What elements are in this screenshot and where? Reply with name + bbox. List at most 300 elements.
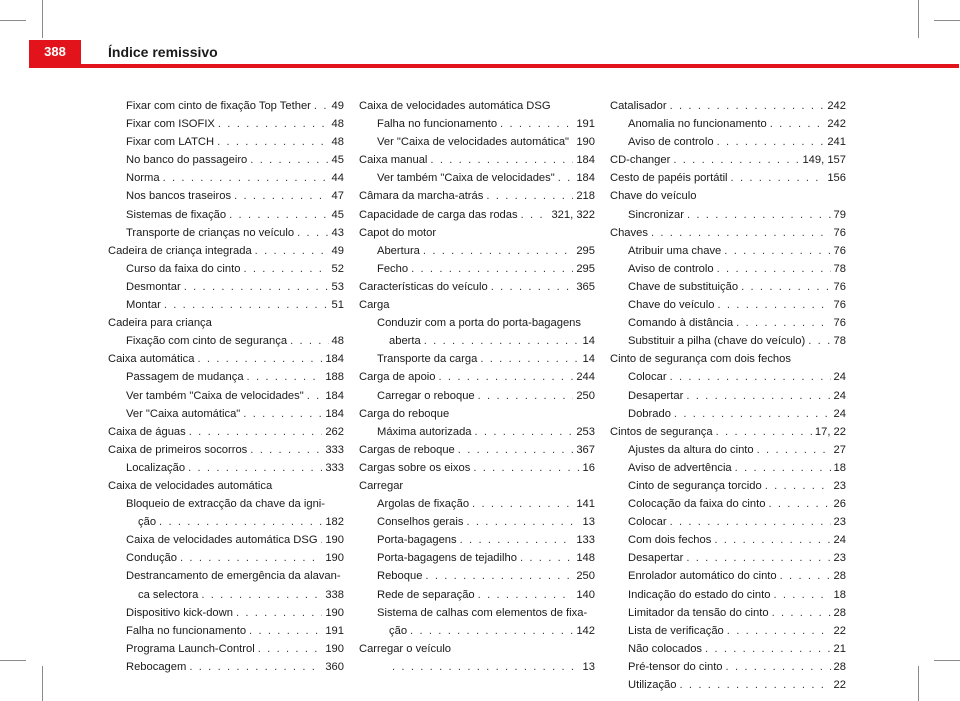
index-entry-page: 156 bbox=[827, 172, 846, 185]
index-entry bbox=[359, 441, 595, 459]
index-entry-label: Carga de apoio bbox=[359, 371, 436, 384]
index-entry bbox=[610, 586, 846, 604]
dot-leader bbox=[163, 169, 329, 187]
index-entry-label: Comando à distância bbox=[628, 317, 734, 330]
dot-leader bbox=[250, 441, 322, 459]
index-entry bbox=[610, 676, 846, 694]
index-entry bbox=[359, 206, 595, 224]
index-entry-label: Desmontar bbox=[126, 280, 181, 293]
index-entry-page: 149, 157 bbox=[802, 154, 846, 167]
header-rule bbox=[29, 64, 959, 68]
index-entry-page: 18 bbox=[833, 588, 846, 601]
index-entry-label: Cintos de segurança bbox=[610, 425, 713, 438]
index-entry bbox=[359, 567, 595, 585]
index-entry-label: Nos bancos traseiros bbox=[126, 190, 232, 203]
index-entry-page: 76 bbox=[833, 317, 846, 330]
index-entry-label: Caixa manual bbox=[359, 154, 428, 167]
dot-leader bbox=[486, 187, 573, 205]
index-entry-page: 140 bbox=[576, 588, 595, 601]
index-entry-page: 76 bbox=[833, 280, 846, 293]
index-entry bbox=[610, 350, 846, 368]
dot-leader bbox=[430, 151, 573, 169]
index-entry bbox=[108, 296, 344, 314]
index-entry bbox=[108, 441, 344, 459]
index-entry-page: 45 bbox=[331, 208, 344, 221]
dot-leader bbox=[180, 549, 322, 567]
dot-leader bbox=[410, 622, 573, 640]
dot-leader bbox=[472, 495, 573, 513]
dot-leader bbox=[716, 423, 812, 441]
dot-leader bbox=[243, 260, 328, 278]
index-column-1 bbox=[108, 97, 344, 676]
index-entry-label: Programa Launch-Control bbox=[126, 642, 255, 655]
index-entry-label: Máxima autorizada bbox=[377, 425, 472, 438]
dot-leader bbox=[159, 513, 322, 531]
index-entry-page: 78 bbox=[833, 335, 846, 348]
index-entry-page: 48 bbox=[331, 136, 344, 149]
index-entry bbox=[108, 242, 344, 260]
index-entry-page: 24 bbox=[833, 389, 846, 402]
index-entry bbox=[108, 423, 344, 441]
index-entry-page: 28 bbox=[833, 660, 846, 673]
dot-leader bbox=[164, 296, 329, 314]
index-entry bbox=[359, 658, 595, 676]
index-entry-page: 191 bbox=[325, 624, 344, 637]
index-entry-page: 49 bbox=[331, 244, 344, 257]
index-entry-label: Colocar bbox=[628, 516, 667, 529]
index-entry-page: 23 bbox=[833, 479, 846, 492]
index-entry-page: 184 bbox=[325, 389, 344, 402]
index-entry bbox=[108, 405, 344, 423]
index-entry-page: 14 bbox=[582, 353, 595, 366]
index-entry bbox=[610, 640, 846, 658]
dot-leader bbox=[425, 567, 573, 585]
index-entry-label: Ver "Caixa automática" bbox=[126, 407, 241, 420]
dot-leader bbox=[234, 187, 328, 205]
index-entry-label: Porta-bagagens de tejadilho bbox=[377, 552, 517, 565]
index-entry-page: 188 bbox=[325, 371, 344, 384]
index-entry-page: 76 bbox=[833, 244, 846, 257]
index-entry-label: Fecho bbox=[377, 262, 409, 275]
index-entry bbox=[610, 187, 846, 205]
index-entry-label: Caixa de águas bbox=[108, 425, 186, 438]
index-entry-label: Sistemas de fixação bbox=[126, 208, 227, 221]
index-entry-label: Aviso de controlo bbox=[628, 136, 714, 149]
index-entry bbox=[610, 133, 846, 151]
index-entry bbox=[359, 260, 595, 278]
index-entry-page: 148 bbox=[576, 552, 595, 565]
index-entry bbox=[108, 133, 344, 151]
dot-leader bbox=[189, 658, 322, 676]
index-entry-label: Conselhos gerais bbox=[377, 516, 464, 529]
index-entry bbox=[610, 169, 846, 187]
index-entry-label: Limitador da tensão do cinto bbox=[628, 606, 769, 619]
index-entry-label: Ver "Caixa de velocidades automática" bbox=[377, 136, 570, 149]
index-entry-label: Carga do reboque bbox=[359, 407, 450, 420]
index-entry-label: Passagem de mudança bbox=[126, 371, 244, 384]
dot-leader bbox=[731, 169, 825, 187]
index-entry-label: Pré-tensor do cinto bbox=[628, 660, 723, 673]
dot-leader bbox=[197, 350, 322, 368]
dot-leader bbox=[772, 604, 831, 622]
index-entry bbox=[610, 151, 846, 169]
index-entry-label: Destrancamento de emergência da alavan- bbox=[126, 570, 341, 583]
crop-mark bbox=[918, 666, 919, 701]
index-entry-page: 244 bbox=[576, 371, 595, 384]
index-entry bbox=[359, 604, 595, 622]
index-entry bbox=[108, 622, 344, 640]
index-entry bbox=[359, 477, 595, 495]
index-entry bbox=[610, 567, 846, 585]
index-entry bbox=[610, 314, 846, 332]
index-entry-page: 26 bbox=[833, 498, 846, 511]
index-entry-label: Chaves bbox=[610, 226, 648, 239]
index-entry-label: Sistema de calhas com elementos de fixa- bbox=[377, 606, 588, 619]
index-entry-page: 295 bbox=[576, 262, 595, 275]
index-entry bbox=[359, 151, 595, 169]
index-entry-page: 262 bbox=[325, 425, 344, 438]
dot-leader bbox=[217, 133, 328, 151]
dot-leader bbox=[321, 531, 323, 549]
index-entry bbox=[108, 206, 344, 224]
dot-leader bbox=[726, 658, 831, 676]
index-entry-page: 242 bbox=[827, 100, 846, 112]
dot-leader bbox=[757, 441, 831, 459]
index-entry-label: Fixar com LATCH bbox=[126, 136, 215, 149]
index-entry-page: 133 bbox=[576, 534, 595, 547]
index-entry bbox=[610, 549, 846, 567]
index-entry bbox=[359, 549, 595, 567]
index-entry bbox=[359, 133, 595, 151]
index-entry-label: Carregar bbox=[359, 479, 404, 492]
index-entry-page: 190 bbox=[325, 606, 344, 619]
index-entry-label: Fixar com cinto de fixação Top Tether bbox=[126, 100, 311, 112]
index-entry bbox=[359, 531, 595, 549]
index-entry-label: Cargas sobre os eixos bbox=[359, 461, 471, 474]
index-entry-label: Condução bbox=[126, 552, 178, 565]
index-entry-label: Anomalia no funcionamento bbox=[628, 118, 767, 131]
dot-leader bbox=[780, 567, 831, 585]
index-entry-label: Ajustes da altura do cinto bbox=[628, 443, 754, 456]
index-entry bbox=[359, 350, 595, 368]
dot-leader bbox=[491, 278, 574, 296]
index-entry-label: Carregar o reboque bbox=[377, 389, 475, 402]
index-entry-page: 24 bbox=[833, 371, 846, 384]
index-entry-label: Carga bbox=[359, 299, 390, 312]
index-entry bbox=[610, 604, 846, 622]
dot-leader bbox=[236, 604, 322, 622]
index-entry bbox=[108, 640, 344, 658]
index-entry bbox=[610, 278, 846, 296]
index-entry-label: Norma bbox=[126, 172, 160, 185]
index-entry-page: 49 bbox=[331, 100, 344, 112]
dot-leader bbox=[500, 115, 573, 133]
index-entry-page: 241 bbox=[827, 136, 846, 149]
crop-mark bbox=[42, 0, 43, 38]
index-entry bbox=[359, 115, 595, 133]
index-entry-label: Chave do veículo bbox=[628, 299, 715, 312]
index-entry-label: Dobrado bbox=[628, 407, 671, 420]
dot-leader bbox=[466, 513, 579, 531]
index-entry-page: 191 bbox=[576, 118, 595, 131]
index-entry-label: Caixa de primeiros socorros bbox=[108, 443, 248, 456]
index-entry bbox=[108, 658, 344, 676]
index-entry-label: Dispositivo kick-down bbox=[126, 606, 233, 619]
dot-leader bbox=[572, 133, 573, 151]
index-entry bbox=[108, 278, 344, 296]
index-entry-label: Porta-bagagens bbox=[377, 534, 457, 547]
dot-leader bbox=[674, 405, 831, 423]
index-entry-label: Caixa automática bbox=[108, 353, 195, 366]
dot-leader bbox=[439, 368, 574, 386]
index-entry bbox=[108, 260, 344, 278]
dot-leader bbox=[478, 586, 574, 604]
dot-leader bbox=[314, 97, 329, 115]
index-entry-page: 13 bbox=[582, 660, 595, 673]
dot-leader bbox=[188, 459, 322, 477]
index-entry-label: Atribuir uma chave bbox=[628, 244, 722, 257]
dot-leader bbox=[717, 296, 830, 314]
index-entry bbox=[610, 622, 846, 640]
dot-leader bbox=[705, 640, 831, 658]
index-entry-page: 22 bbox=[833, 624, 846, 637]
index-entry-label: Fixação com cinto de segurança bbox=[126, 335, 288, 348]
index-entry-page: 253 bbox=[576, 425, 595, 438]
index-column-3 bbox=[610, 97, 846, 694]
index-entry-label: Sincronizar bbox=[628, 208, 684, 221]
index-entry-label: Catalisador bbox=[610, 100, 667, 112]
index-entry bbox=[108, 513, 344, 531]
index-entry-label: Caixa de velocidades automática DSG bbox=[126, 534, 318, 547]
index-entry bbox=[108, 332, 344, 350]
index-entry-page: 52 bbox=[331, 262, 344, 275]
index-entry bbox=[108, 549, 344, 567]
dot-leader bbox=[290, 332, 328, 350]
index-entry-page: 295 bbox=[576, 244, 595, 257]
index-entry bbox=[108, 368, 344, 386]
dot-leader bbox=[247, 368, 323, 386]
index-entry-label: Cargas de reboque bbox=[359, 443, 455, 456]
index-entry bbox=[108, 115, 344, 133]
index-entry bbox=[359, 296, 595, 314]
index-entry-page: 333 bbox=[325, 443, 344, 456]
index-entry bbox=[610, 459, 846, 477]
dot-leader bbox=[773, 586, 830, 604]
index-entry-page: 365 bbox=[576, 280, 595, 293]
dot-leader bbox=[808, 332, 830, 350]
index-entry-label: Capacidade de carga das rodas bbox=[359, 208, 518, 221]
index-entry-label: CD-changer bbox=[610, 154, 671, 167]
index-entry-page: 250 bbox=[576, 570, 595, 583]
crop-mark bbox=[934, 20, 960, 21]
index-entry bbox=[610, 260, 846, 278]
index-entry bbox=[359, 387, 595, 405]
index-entry-page: 218 bbox=[576, 190, 595, 203]
dot-leader bbox=[243, 405, 322, 423]
index-entry-label: Colocar bbox=[628, 371, 667, 384]
index-entry bbox=[108, 567, 344, 585]
index-entry-page: 190 bbox=[325, 552, 344, 565]
index-entry-page: 28 bbox=[833, 570, 846, 583]
crop-mark bbox=[0, 660, 26, 661]
dot-leader bbox=[521, 206, 549, 224]
index-entry-page: 190 bbox=[325, 642, 344, 655]
index-entry-page: 17, 22 bbox=[814, 425, 846, 438]
dot-leader bbox=[189, 423, 323, 441]
crop-mark bbox=[934, 660, 960, 661]
index-entry bbox=[610, 477, 846, 495]
dot-leader bbox=[670, 97, 825, 115]
index-entry-label: Chave de substituição bbox=[628, 280, 739, 293]
index-entry bbox=[359, 242, 595, 260]
index-entry-label: ca selectora bbox=[138, 588, 199, 601]
index-entry-label: Abertura bbox=[377, 244, 420, 257]
index-entry-label: Argolas de fixação bbox=[377, 498, 470, 511]
dot-leader bbox=[770, 115, 825, 133]
dot-leader bbox=[184, 278, 329, 296]
index-entry bbox=[359, 640, 595, 658]
index-entry-label: Cinto de segurança torcido bbox=[628, 479, 762, 492]
index-entry-label: Caixa de velocidades automática bbox=[108, 479, 273, 492]
index-entry-page: 43 bbox=[331, 226, 344, 239]
dot-leader bbox=[673, 151, 799, 169]
dot-leader bbox=[255, 242, 329, 260]
index-entry-label: Desapertar bbox=[628, 389, 684, 402]
index-entry-page: 184 bbox=[325, 407, 344, 420]
crop-mark bbox=[42, 666, 43, 701]
dot-leader bbox=[201, 586, 322, 604]
index-entry-label: Fixar com ISOFIX bbox=[126, 118, 215, 131]
index-entry-page: 45 bbox=[331, 154, 344, 167]
index-entry-label: Rede de separação bbox=[377, 588, 475, 601]
index-entry-label: Falha no funcionamento bbox=[377, 118, 498, 131]
index-entry bbox=[359, 622, 595, 640]
index-entry-page: 51 bbox=[331, 299, 344, 312]
index-entry bbox=[610, 531, 846, 549]
index-entry-page: 47 bbox=[331, 190, 344, 203]
index-entry bbox=[108, 187, 344, 205]
index-entry bbox=[108, 97, 344, 115]
index-entry bbox=[610, 405, 846, 423]
index-entry bbox=[108, 387, 344, 405]
dot-leader bbox=[411, 260, 573, 278]
index-entry-page: 48 bbox=[331, 335, 344, 348]
index-entry-label: Utilização bbox=[628, 679, 677, 691]
dot-leader bbox=[392, 658, 580, 676]
index-entry-page: 44 bbox=[331, 172, 344, 185]
index-entry bbox=[359, 187, 595, 205]
index-entry-label: Colocação da faixa do cinto bbox=[628, 498, 766, 511]
index-entry bbox=[359, 224, 595, 242]
index-entry bbox=[108, 151, 344, 169]
index-entry-page: 182 bbox=[325, 516, 344, 529]
index-entry-page: 338 bbox=[325, 588, 344, 601]
index-entry bbox=[610, 206, 846, 224]
index-entry bbox=[108, 350, 344, 368]
index-entry-label: Ver também "Caixa de velocidades" bbox=[377, 172, 555, 185]
index-entry-page: 14 bbox=[582, 335, 595, 348]
dot-leader bbox=[473, 459, 579, 477]
dot-leader bbox=[768, 495, 830, 513]
index-entry bbox=[108, 586, 344, 604]
index-entry bbox=[610, 441, 846, 459]
dot-leader bbox=[735, 459, 831, 477]
index-entry-label: ção bbox=[138, 516, 157, 529]
index-entry-label: Cadeira para criança bbox=[108, 317, 212, 330]
index-entry-label: Características do veículo bbox=[359, 280, 488, 293]
dot-leader bbox=[423, 242, 573, 260]
index-entry-label: Localização bbox=[126, 461, 186, 474]
index-entry-label: Conduzir com a porta do porta-bagagens bbox=[377, 317, 581, 330]
index-entry-page: 141 bbox=[576, 498, 595, 511]
index-entry bbox=[610, 387, 846, 405]
index-entry bbox=[359, 459, 595, 477]
index-entry-label: Não colocados bbox=[628, 642, 703, 655]
index-entry bbox=[359, 423, 595, 441]
dot-leader bbox=[717, 260, 831, 278]
dot-leader bbox=[258, 640, 323, 658]
index-entry-page: 360 bbox=[325, 660, 344, 673]
index-entry-label: Desapertar bbox=[628, 552, 684, 565]
index-entry-page: 184 bbox=[325, 353, 344, 366]
crop-mark bbox=[918, 0, 919, 38]
index-entry bbox=[359, 513, 595, 531]
index-entry-label: Aviso de advertência bbox=[628, 461, 732, 474]
index-entry bbox=[359, 332, 595, 350]
index-entry bbox=[359, 368, 595, 386]
index-entry-page: 367 bbox=[576, 443, 595, 456]
index-entry-label: Montar bbox=[126, 299, 161, 312]
index-entry-page: 23 bbox=[833, 516, 846, 529]
index-entry-page: 48 bbox=[331, 118, 344, 131]
index-entry-page: 78 bbox=[833, 262, 846, 275]
dot-leader bbox=[250, 151, 328, 169]
index-entry-page: 242 bbox=[827, 118, 846, 131]
index-entry-label: Cadeira de criança integrada bbox=[108, 244, 252, 257]
index-entry-page: 321, 322 bbox=[551, 208, 595, 221]
index-entry bbox=[610, 495, 846, 513]
index-entry-label: Com dois fechos bbox=[628, 534, 712, 547]
index-entry-page: 79 bbox=[833, 208, 846, 221]
index-entry bbox=[108, 169, 344, 187]
index-entry bbox=[108, 531, 344, 549]
dot-leader bbox=[229, 206, 328, 224]
dot-leader bbox=[717, 133, 825, 151]
index-entry-page: 184 bbox=[576, 154, 595, 167]
index-entry bbox=[108, 477, 344, 495]
index-entry-label: aberta bbox=[389, 335, 421, 348]
index-entry-page: 190 bbox=[576, 136, 595, 149]
index-entry-label: Câmara da marcha-atrás bbox=[359, 190, 484, 203]
index-entry-label: Transporte da carga bbox=[377, 353, 478, 366]
dot-leader bbox=[765, 477, 831, 495]
index-entry-label: Rebocagem bbox=[126, 660, 187, 673]
index-entry bbox=[610, 97, 846, 115]
dot-leader bbox=[670, 513, 831, 531]
index-entry-label: Transporte de crianças no veículo bbox=[126, 226, 295, 239]
index-entry-page: 27 bbox=[833, 443, 846, 456]
index-entry-page: 142 bbox=[576, 624, 595, 637]
index-entry-label: Reboque bbox=[377, 570, 423, 583]
dot-leader bbox=[307, 387, 323, 405]
dot-leader bbox=[558, 169, 574, 187]
index-entry-page: 23 bbox=[833, 552, 846, 565]
dot-leader bbox=[736, 314, 830, 332]
dot-leader bbox=[686, 549, 830, 567]
dot-leader bbox=[478, 387, 574, 405]
dot-leader bbox=[724, 242, 830, 260]
index-column-2 bbox=[359, 97, 595, 676]
